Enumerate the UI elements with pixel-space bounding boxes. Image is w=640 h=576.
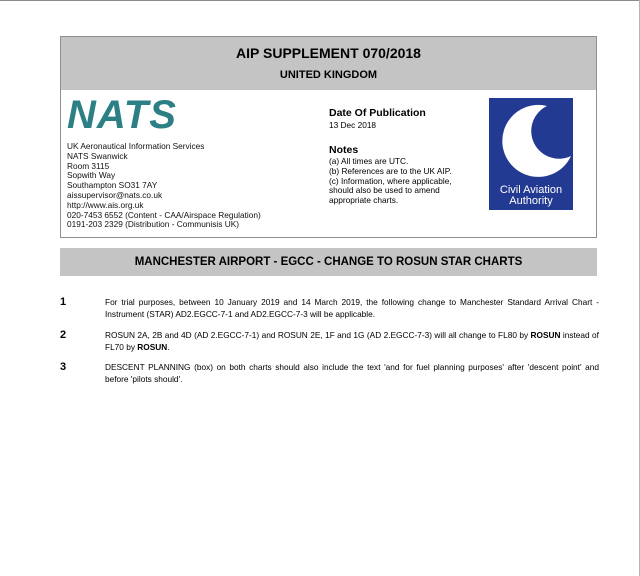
address-phone: 020-7453 6552 (Content - CAA/Airspace Regulation) bbox=[67, 209, 261, 220]
paragraph-number: 2 bbox=[60, 329, 67, 341]
paragraph-text-part: instead of FL70 by bbox=[105, 330, 599, 352]
caa-logo-text bbox=[489, 185, 573, 207]
title-band bbox=[61, 37, 596, 90]
address-line: UK Aeronautical Information Services bbox=[67, 141, 205, 151]
publication-date: 13 Dec 2018 bbox=[329, 120, 377, 130]
address-email: aissupervisor@nats.co.uk bbox=[67, 189, 163, 200]
notes-line: should also be used to amend bbox=[329, 185, 440, 196]
document-header bbox=[60, 36, 597, 238]
notes-list bbox=[329, 157, 469, 206]
caa-logo-line2: Authority bbox=[509, 195, 553, 207]
address-phone: 0191-203 2329 (Distribution - Communisis UK) bbox=[67, 219, 240, 230]
paragraph-text: For trial purposes, between 10 January 2019 and 14 March 2019, the following change to Manchester Standard Arrival Chart - Instrument (STAR) AD2.EGCC-7-1 and AD2.EGCC-7-3 will be applicable. bbox=[105, 297, 599, 319]
publication-date-label: Date Of Publication bbox=[329, 107, 426, 119]
notes-line: appropriate charts. bbox=[329, 195, 399, 206]
paragraph-text-part: ROSUN 2A, 2B and 4D (AD 2.EGCC-7-1) and ROSUN 2E, 1F and 1G (AD 2.EGCC-7-3) will all change to FL80 by bbox=[105, 330, 531, 340]
address-line: NATS Swanwick bbox=[67, 150, 128, 161]
notes-line: (b) References are to the UK AIP. bbox=[329, 165, 452, 176]
caa-logo-line1: Civil Aviation bbox=[499, 184, 563, 196]
top-border-line bbox=[0, 0, 640, 1]
notes-line: (a) All times are UTC. bbox=[329, 156, 409, 166]
paragraph-number: 1 bbox=[60, 296, 67, 308]
waypoint-rosun: ROSUN bbox=[530, 330, 561, 340]
document-country: UNITED KINGDOM bbox=[279, 69, 378, 81]
nats-logo: NATS bbox=[67, 93, 177, 137]
publisher-address bbox=[67, 142, 261, 230]
caa-logo bbox=[489, 98, 573, 210]
notes-heading: Notes bbox=[329, 144, 359, 156]
notes-line: (c) Information, where applicable, bbox=[329, 175, 452, 186]
waypoint-rosun: ROSUN bbox=[137, 341, 168, 352]
document-subject: MANCHESTER AIRPORT - EGCC - CHANGE TO ROSUN STAR CHARTS bbox=[134, 256, 523, 268]
subject-band bbox=[60, 248, 597, 276]
address-line: Room 3115 bbox=[67, 160, 110, 171]
document-title: AIP SUPPLEMENT 070/2018 bbox=[236, 45, 421, 61]
address-line: Southampton SO31 7AY bbox=[67, 180, 158, 191]
address-line: Sopwith Way bbox=[67, 170, 116, 181]
paragraph-number: 3 bbox=[60, 361, 67, 373]
paragraph-text bbox=[105, 330, 599, 353]
paragraph-text-part: . bbox=[167, 341, 170, 352]
address-website: http://www.ais.org.uk bbox=[67, 199, 144, 210]
paragraph-text: DESCENT PLANNING (box) on both charts should also include the text 'and for fuel planning purposes' after 'descent point' and before 'pilots should'. bbox=[105, 362, 599, 384]
